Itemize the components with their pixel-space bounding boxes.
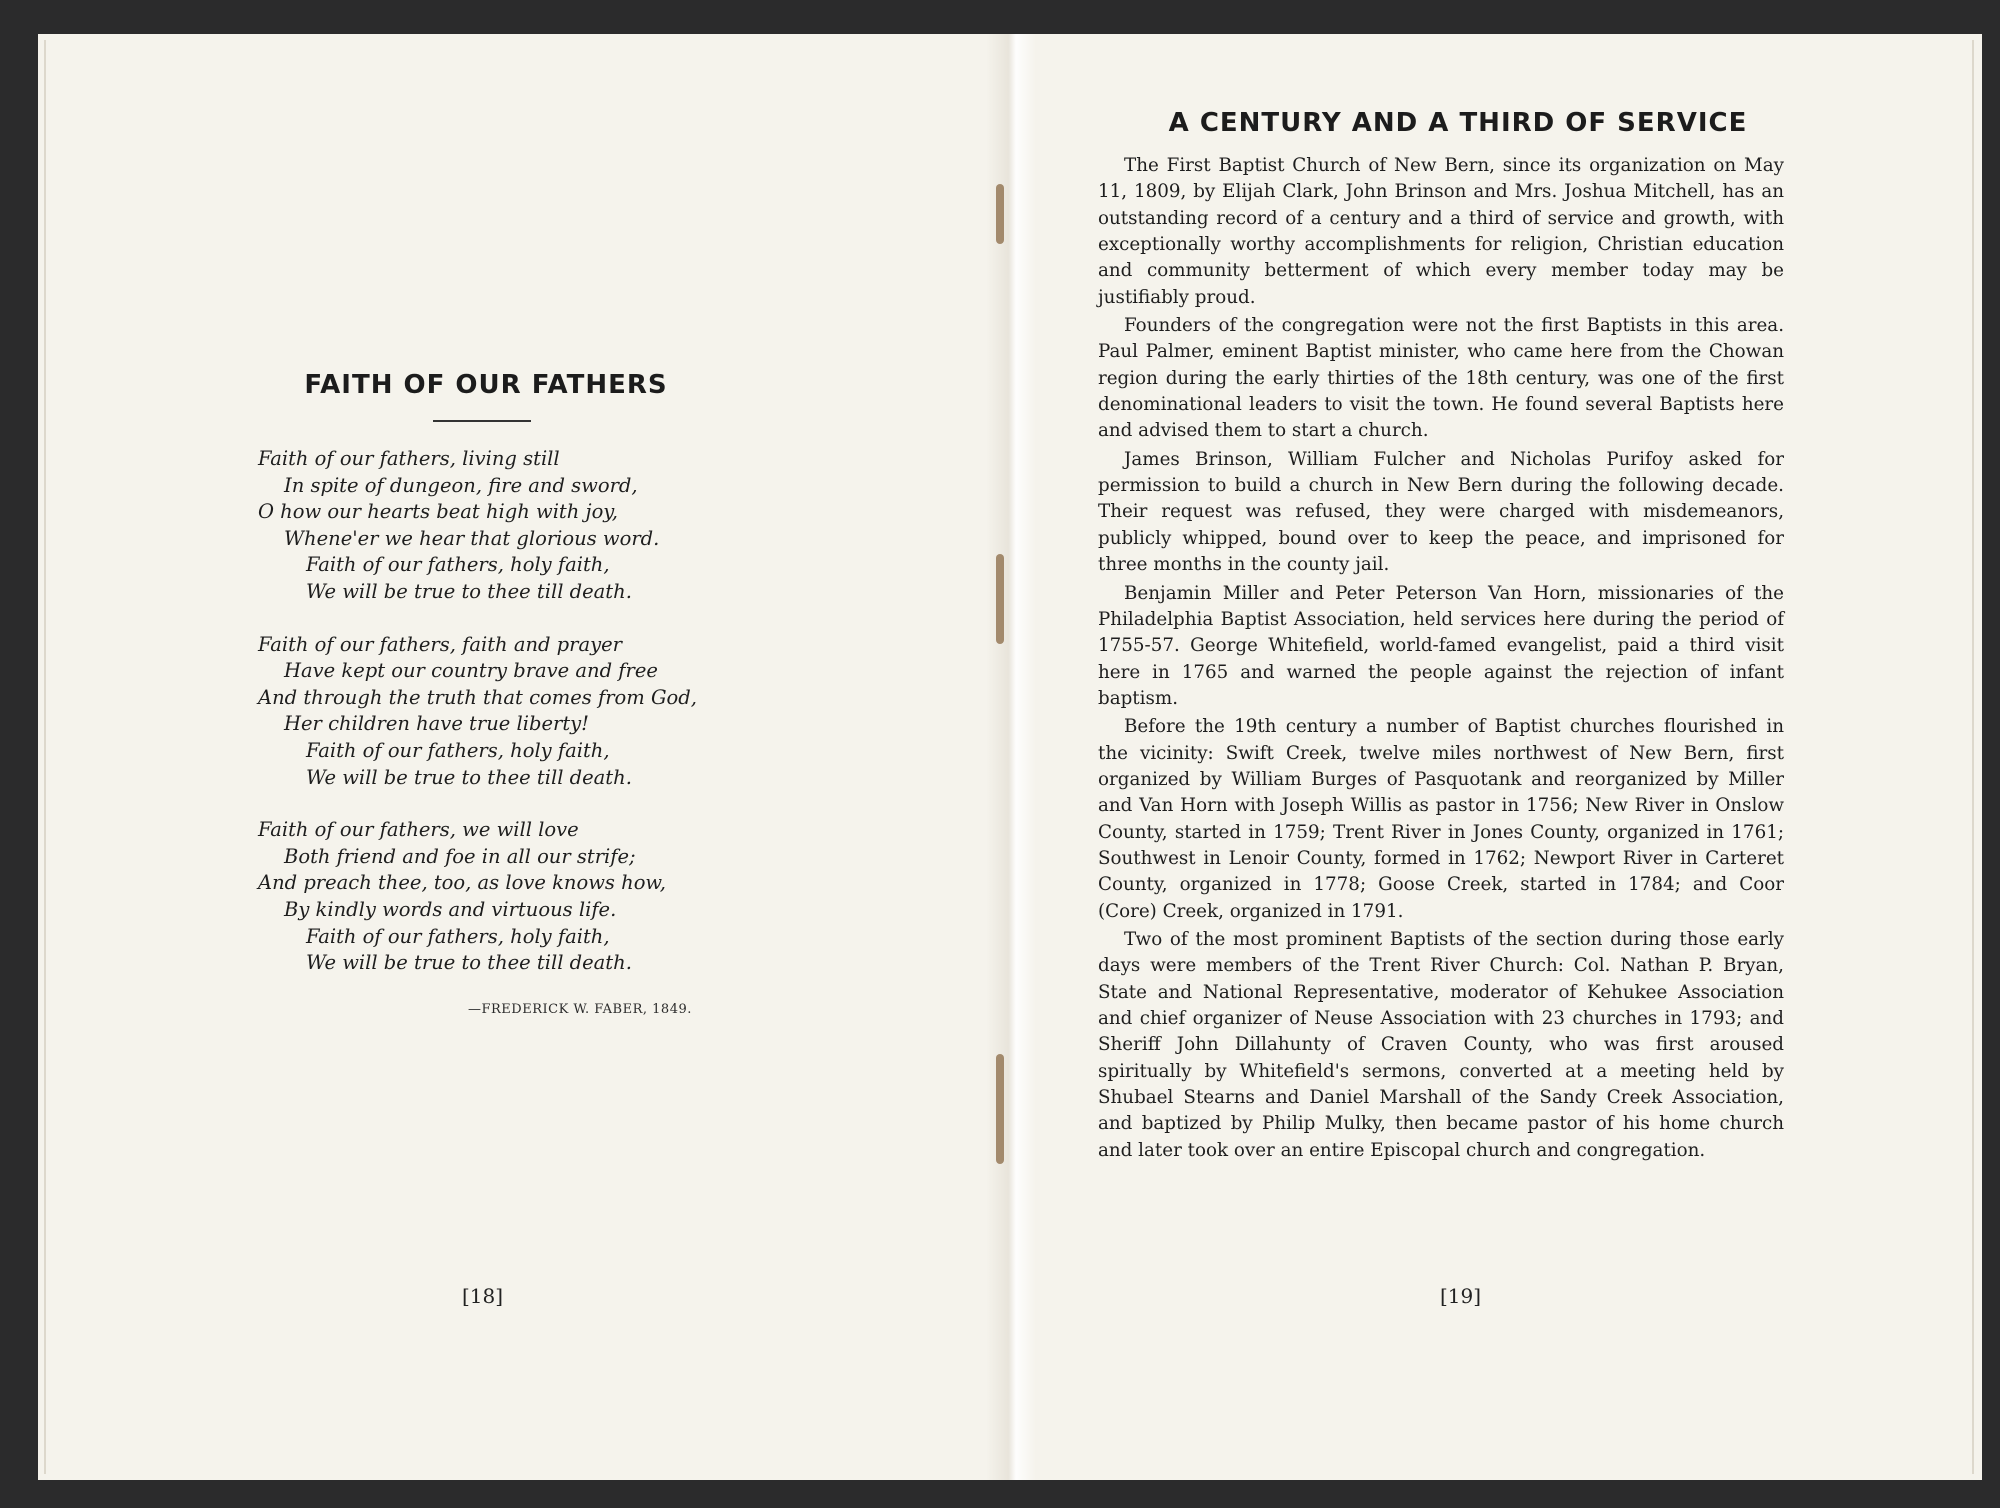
poem-line: Whene'er we hear that glorious word. — [284, 526, 660, 550]
book-gutter — [986, 34, 1036, 1480]
binding-stain — [996, 554, 1004, 644]
poem-attribution: —FREDERICK W. FABER, 1849. — [468, 1002, 692, 1017]
poem-line: Faith of our fathers, faith and prayer — [258, 632, 622, 656]
poem-line: O how our hearts beat high with joy, — [258, 500, 618, 524]
article-body — [1098, 153, 1784, 1166]
poem-line: Faith of our fathers, holy faith, — [306, 553, 610, 577]
poem-line: Faith of our fathers, holy faith, — [306, 738, 610, 762]
poem-line: Both friend and foe in all our strife; — [284, 844, 636, 868]
article-paragraph: Two of the most prominent Baptists of the section during those early days were members of the Trent River Church: Col. Nathan P. Bryan, State and National Representative, moderator of Kehukee Association and chief organizer of Neuse Association with 23 churches in 1793; and Sheriff John Dillahunty of Craven County, who was first aroused spiritually by Whitefield's sermons, converted at a meeting held by Shubael Stearns and Daniel Marshall of the Sandy Creek Association, and baptized by Philip Mulky, then became pastor of his home church and later took over an entire Episcopal church and congregation. — [1098, 928, 1784, 1161]
binding-stain — [996, 1054, 1004, 1164]
poem-title: FAITH OF OUR FATHERS — [304, 370, 668, 400]
stanza-3 — [258, 817, 818, 977]
stanza-2 — [258, 632, 818, 792]
poem-line: In spite of dungeon, fire and sword, — [284, 473, 638, 497]
title-rule — [433, 420, 531, 422]
poem-line: And through the truth that comes from God, — [258, 685, 697, 709]
page-edge-left — [44, 40, 46, 1474]
page-number-right: [19] — [1440, 1284, 1482, 1308]
poem-line: We will be true to thee till death. — [306, 765, 632, 789]
poem-line: Faith of our fathers, holy faith, — [306, 924, 610, 948]
poem-line: And preach thee, too, as love knows how, — [258, 871, 667, 895]
poem-line: Faith of our fathers, we will love — [258, 818, 579, 842]
poem-line: We will be true to thee till death. — [306, 951, 632, 975]
poem-line: We will be true to thee till death. — [306, 579, 632, 603]
poem — [258, 446, 818, 1003]
article-paragraph: The First Baptist Church of New Bern, since its organization on May 11, 1809, by Elijah Clark, John Brinson and Mrs. Joshua Mitchell, has an outstanding record of a century and a third of service and growth, with exceptionally worthy accomplishments for religion, Christian education and community betterment of which every member today may be justifiably proud. — [1098, 155, 1784, 308]
article-paragraph: Founders of the congregation were not the first Baptists in this area. Paul Palmer, eminent Baptist minister, who came here from the Chowan region during the early thirties of the 18th century, was one of the first denominational leaders to visit the town. He found several Baptists here and advised them to start a church. — [1098, 315, 1784, 442]
binding-stain — [996, 184, 1004, 244]
poem-line: Have kept our country brave and free — [284, 659, 658, 683]
page-edge-right — [1972, 40, 1974, 1474]
article-paragraph: Benjamin Miller and Peter Peterson Van Horn, missionaries of the Philadelphia Baptist Association, held services here during the period of 1755-57. George Whitefield, world-famed evangelist, paid a third visit here in 1765 and warned the people against the rejection of infant baptism. — [1098, 582, 1784, 709]
poem-line: By kindly words and virtuous life. — [284, 897, 617, 921]
article-paragraph: James Brinson, William Fulcher and Nicholas Purifoy asked for permission to build a church in New Bern during the following decade. Their request was refused, they were charged with misdemeanors, publicly whipped, bound over to keep the peace, and imprisoned for three months in the county jail. — [1098, 448, 1784, 576]
poem-line: Her children have true liberty! — [284, 712, 590, 736]
article-paragraph: Before the 19th century a number of Baptist churches flourished in the vicinity: Swift Creek, twelve miles northwest of New Bern, first organized by William Burges of Pasquotank and reorganized by Miller and Van Horn with Joseph Willis as pastor in 1756; New River in Onslow County, started in 1759; Trent River in Jones County, organized in 1761; Southwest in Lenoir County, formed in 1762; Newport River in Carteret County, organized in 1778; Goose Creek, started in 1784; and Coor (Core) Creek, organized in 1791. — [1098, 716, 1784, 922]
poem-line: Faith of our fathers, living still — [258, 447, 560, 470]
page-number-left: [18] — [462, 1284, 504, 1308]
stanza-1 — [258, 446, 818, 606]
article-title: A CENTURY AND A THIRD OF SERVICE — [1168, 108, 1748, 138]
